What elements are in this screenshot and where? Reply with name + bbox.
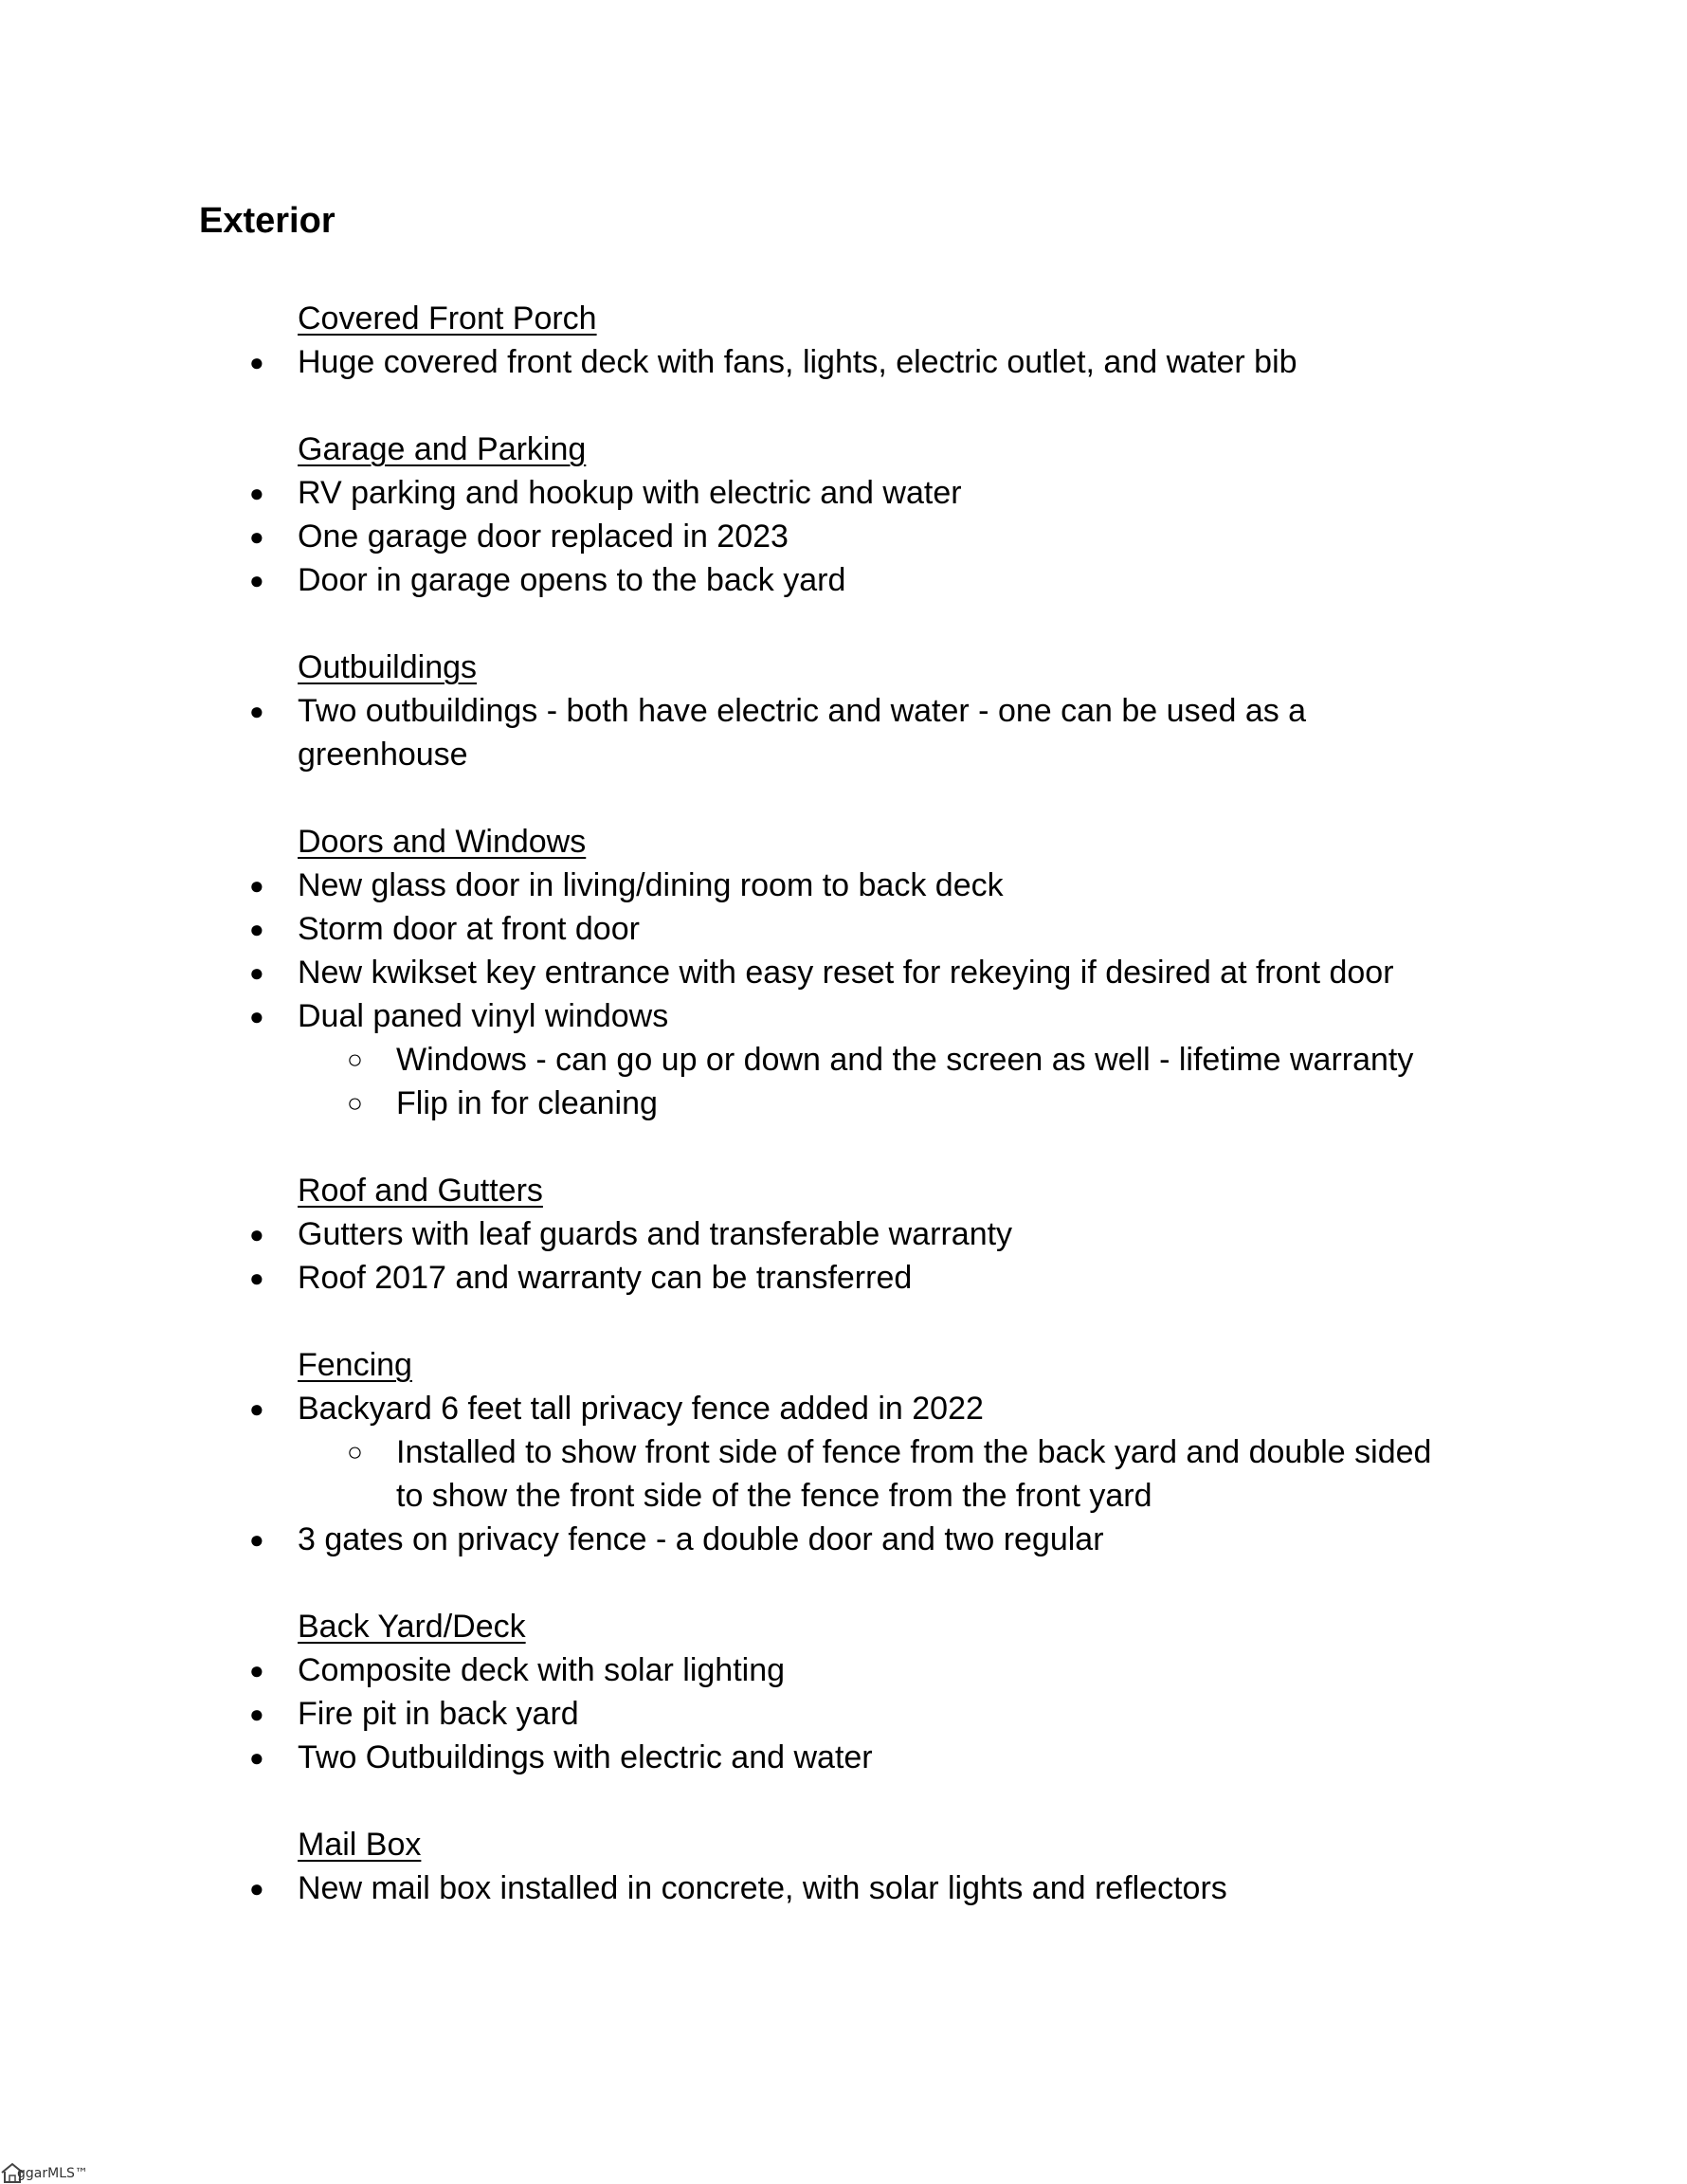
- section-heading: Covered Front Porch: [298, 300, 597, 337]
- section-heading: Doors and Windows: [298, 824, 587, 860]
- list-item-text: Fire pit in back yard: [298, 1696, 579, 1732]
- list-item-text: Backyard 6 feet tall privacy fence added in 2022: [298, 1391, 984, 1427]
- list-item-text: Door in garage opens to the back yard: [298, 562, 846, 598]
- bullet-icon: ●: [249, 566, 264, 594]
- sub-list-item-text: Installed to show front side of fence from the back yard and double sided to show the front side of the fence from the front yard: [396, 1434, 1432, 1514]
- bullet-icon: ●: [249, 1874, 264, 1902]
- list-item: [0, 1692, 1463, 1736]
- section-heading: Mail Box: [298, 1827, 422, 1863]
- section: [0, 1605, 1687, 1779]
- list-item-text: Huge covered front deck with fans, lights, electric outlet, and water bib: [298, 344, 1297, 380]
- section-heading: Fencing: [298, 1347, 412, 1383]
- bullet-icon: ●: [249, 915, 264, 943]
- list-item: [0, 1736, 1463, 1779]
- list-item: [0, 1387, 1463, 1430]
- section-heading: Garage and Parking: [298, 431, 587, 467]
- sub-bullet-icon: ○: [347, 1088, 363, 1118]
- list-item-text: Roof 2017 and warranty can be transferred: [298, 1260, 913, 1296]
- list-item-text: New kwikset key entrance with easy reset for rekeying if desired at front door: [298, 955, 1394, 991]
- page-title: Exterior: [199, 201, 336, 241]
- list-item: [0, 864, 1463, 907]
- section: [0, 1169, 1687, 1300]
- list-item-text: 3 gates on privacy fence - a double door and two regular: [298, 1521, 1104, 1557]
- section: [0, 1343, 1687, 1561]
- bullet-icon: ●: [249, 697, 264, 725]
- list-item: [0, 1648, 1463, 1692]
- bullet-icon: ●: [249, 348, 264, 376]
- section: [0, 428, 1687, 602]
- list-item: [0, 1212, 1463, 1256]
- list-item-text: Gutters with leaf guards and transferable warranty: [298, 1216, 1013, 1252]
- list-item: [0, 340, 1463, 384]
- list-item: [0, 558, 1463, 602]
- sub-list-item-text: Windows - can go up or down and the screen as well - lifetime warranty: [396, 1042, 1414, 1078]
- bullet-icon: ●: [249, 1264, 264, 1292]
- bullet-icon: ●: [249, 1743, 264, 1772]
- sub-list-item-text: Flip in for cleaning: [396, 1085, 658, 1121]
- list-item-text: RV parking and hookup with electric and water: [298, 475, 962, 511]
- section: [0, 297, 1687, 384]
- watermark-text: ggarMLS™: [17, 2166, 88, 2181]
- sub-list-item: [0, 1082, 1467, 1125]
- section: [0, 646, 1687, 776]
- sub-list-item: [0, 1038, 1467, 1082]
- sub-bullet-icon: ○: [347, 1045, 363, 1074]
- sub-bullet-icon: ○: [347, 1437, 363, 1466]
- list-item-text: Two outbuildings - both have electric and water - one can be used as a greenhouse: [298, 693, 1307, 773]
- bullet-icon: ●: [249, 1525, 264, 1554]
- list-item-text: Two Outbuildings with electric and water: [298, 1739, 873, 1775]
- list-item-text: Composite deck with solar lighting: [298, 1652, 786, 1688]
- section: [0, 1823, 1687, 1910]
- bullet-icon: ●: [249, 871, 264, 900]
- mls-watermark: [0, 2156, 88, 2184]
- bullet-icon: ●: [249, 1700, 264, 1728]
- list-item: [0, 515, 1463, 558]
- section: [0, 820, 1687, 1125]
- bullet-icon: ●: [249, 1656, 264, 1684]
- section-heading: Back Yard/Deck: [298, 1609, 526, 1645]
- list-item: [0, 689, 1463, 776]
- list-item: [0, 994, 1463, 1038]
- list-item-text: Storm door at front door: [298, 911, 640, 947]
- bullet-icon: ●: [249, 1394, 264, 1423]
- bullet-icon: ●: [249, 1220, 264, 1248]
- list-item: [0, 951, 1463, 994]
- list-item: [0, 471, 1463, 515]
- list-item-text: New mail box installed in concrete, with solar lights and reflectors: [298, 1870, 1227, 1906]
- document-body: [0, 297, 1687, 1954]
- bullet-icon: ●: [249, 1002, 264, 1030]
- section-heading: Roof and Gutters: [298, 1173, 543, 1209]
- section-heading: Outbuildings: [298, 649, 478, 685]
- bullet-icon: ●: [249, 522, 264, 551]
- list-item: [0, 1518, 1463, 1561]
- list-item-text: Dual paned vinyl windows: [298, 998, 669, 1034]
- bullet-icon: ●: [249, 958, 264, 987]
- list-item-text: One garage door replaced in 2023: [298, 519, 789, 555]
- list-item: [0, 1866, 1463, 1910]
- bullet-icon: ●: [249, 479, 264, 507]
- sub-list-item: [0, 1430, 1467, 1518]
- list-item: [0, 907, 1463, 951]
- list-item: [0, 1256, 1463, 1300]
- list-item-text: New glass door in living/dining room to back deck: [298, 867, 1004, 903]
